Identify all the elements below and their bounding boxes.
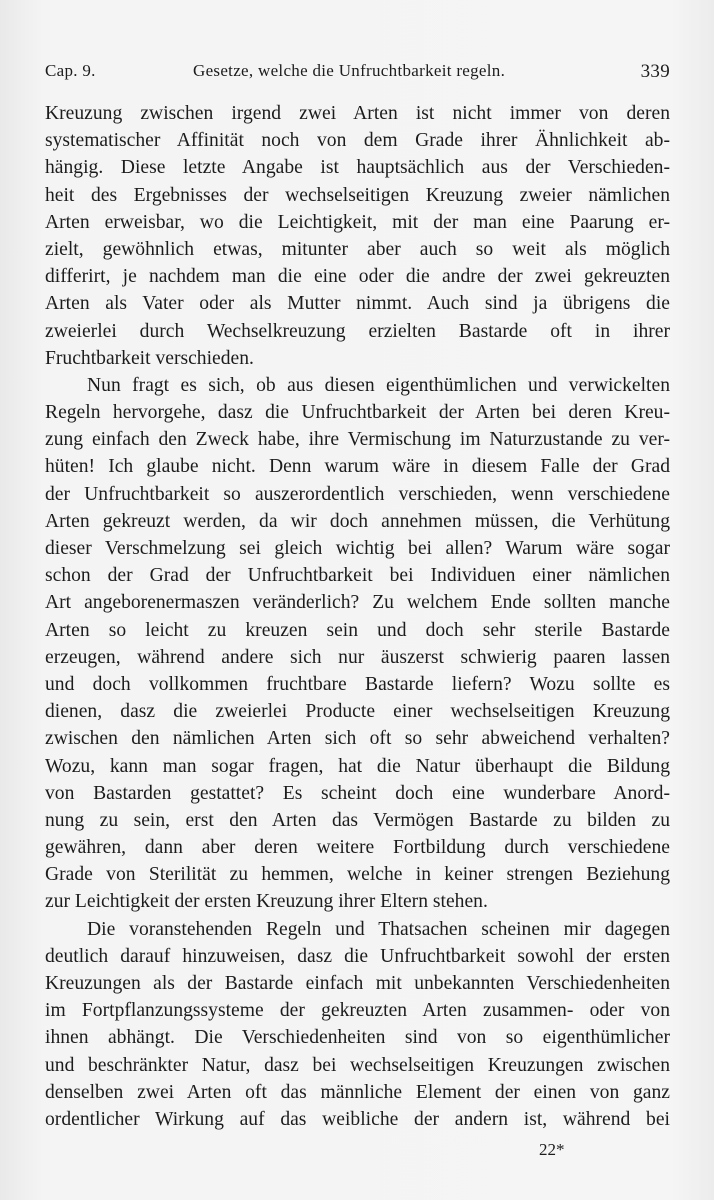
body-text [45,100,670,1133]
text-line: gewähren, dann aber deren weitere Fortbildung durch verschiedene [45,837,670,859]
text-line: der Unfruchtbarkeit so auszerordentlich verschieden, wenn verschiedene [45,483,670,505]
text-line: Wozu, kann man sogar fragen, hat die Natur überhaupt die Bildung [45,755,670,777]
text-line: hängig. Diese letzte Angabe ist hauptsächlich aus der Verschieden- [45,157,670,179]
text-line: Arten gekreuzt werden, da wir doch annehmen müssen, die Verhütung [45,510,670,532]
text-line: Grade von Sterilität zu hemmen, welche in keiner strengen Beziehung [45,864,670,886]
signature-mark: 22* [539,1140,565,1159]
text-line: Art angeborenermaszen veränderlich? Zu welchem Ende sollten manche [45,592,670,614]
text-line: dieser Verschmelzung sei gleich wichtig bei allen? Warum wäre sogar [45,538,670,559]
text-line: ordentlicher Wirkung auf das weibliche der andern ist, während bei [45,1108,670,1130]
text-line: dienen, dasz die zweierlei Producte einer wechselseitigen Kreuzung [45,701,670,723]
text-line: denselben zwei Arten oft das männliche Element der einen von ganz [45,1081,670,1103]
running-title: Gesetze, welche die Unfruchtbarkeit regeln. [193,61,506,80]
text-line: zweierlei durch Wechselkreuzung erzielten Bastarde oft in ihrer [45,320,670,342]
page-header [45,61,670,85]
text-line: zung einfach den Zweck habe, ihre Vermischung im Naturzustande zu ver- [45,429,670,451]
text-line: Regeln hervorgehe, dasz die Unfruchtbarkeit der Arten bei deren Kreu- [45,402,670,424]
text-line: heit des Ergebnisses der wechselseitigen Kreuzung zweier nämlichen [45,184,670,206]
text-line: Nun fragt es sich, ob aus diesen eigenthümlichen und verwickelten [87,374,670,396]
text-line: und doch vollkommen fruchtbare Bastarde liefern? Wozu sollte es [45,673,670,695]
text-line: nung zu sein, erst den Arten das Vermögen Bastarde zu bilden zu [45,809,670,831]
text-line: systematischer Affinität noch von dem Grade ihrer Ähnlichkeit ab- [45,130,670,152]
text-line: und beschränkter Natur, dasz bei wechselseitigen Kreuzungen zwischen [45,1054,670,1076]
text-line: differirt, je nachdem man die eine oder die andre der zwei gekreuzten [45,266,670,288]
text-line: deutlich darauf hinzuweisen, dasz die Unfruchtbarkeit sowohl der ersten [45,945,670,967]
text-line: Die voranstehenden Regeln und Thatsachen scheinen mir dagegen [87,918,670,940]
text-line: erzeugen, während andere sich nur äuszerst schwierig paaren lassen [45,646,670,668]
text-line: Kreuzung zwischen irgend zwei Arten ist nicht immer von deren [45,103,670,124]
text-line: Kreuzungen als der Bastarde einfach mit unbekannten Verschiedenheiten [45,973,670,994]
chapter-label: Cap. 9. [45,61,96,80]
text-line: im Fortpflanzungssysteme der gekreuzten Arten zusammen- oder von [45,1000,670,1022]
text-line: Arten so leicht zu kreuzen sein und doch sehr sterile Bastarde [45,619,670,641]
text-line: hüten! Ich glaube nicht. Denn warum wäre in diesem Falle der Grad [45,456,670,478]
text-line: zur Leichtigkeit der ersten Kreuzung ihrer Eltern stehen. [45,891,488,913]
text-line: zwischen den nämlichen Arten sich oft so sehr abweichend verhalten? [45,728,670,750]
text-line: Arten als Vater oder als Mutter nimmt. Auch sind ja übrigens die [45,293,670,315]
text-line: Fruchtbarkeit verschieden. [45,347,254,369]
text-line: zielt, gewöhnlich etwas, mitunter aber auch so weit als möglich [45,238,670,260]
text-line: schon der Grad der Unfruchtbarkeit bei Individuen einer nämlichen [45,565,670,587]
text-line: Arten erweisbar, wo die Leichtigkeit, mit der man eine Paarung er- [45,211,670,233]
page-number: 339 [640,61,670,82]
text-line: ihnen abhängt. Die Verschiedenheiten sind von so eigenthümlicher [45,1027,670,1049]
text-line: von Bastarden gestattet? Es scheint doch eine wunderbare Anord- [45,782,670,804]
